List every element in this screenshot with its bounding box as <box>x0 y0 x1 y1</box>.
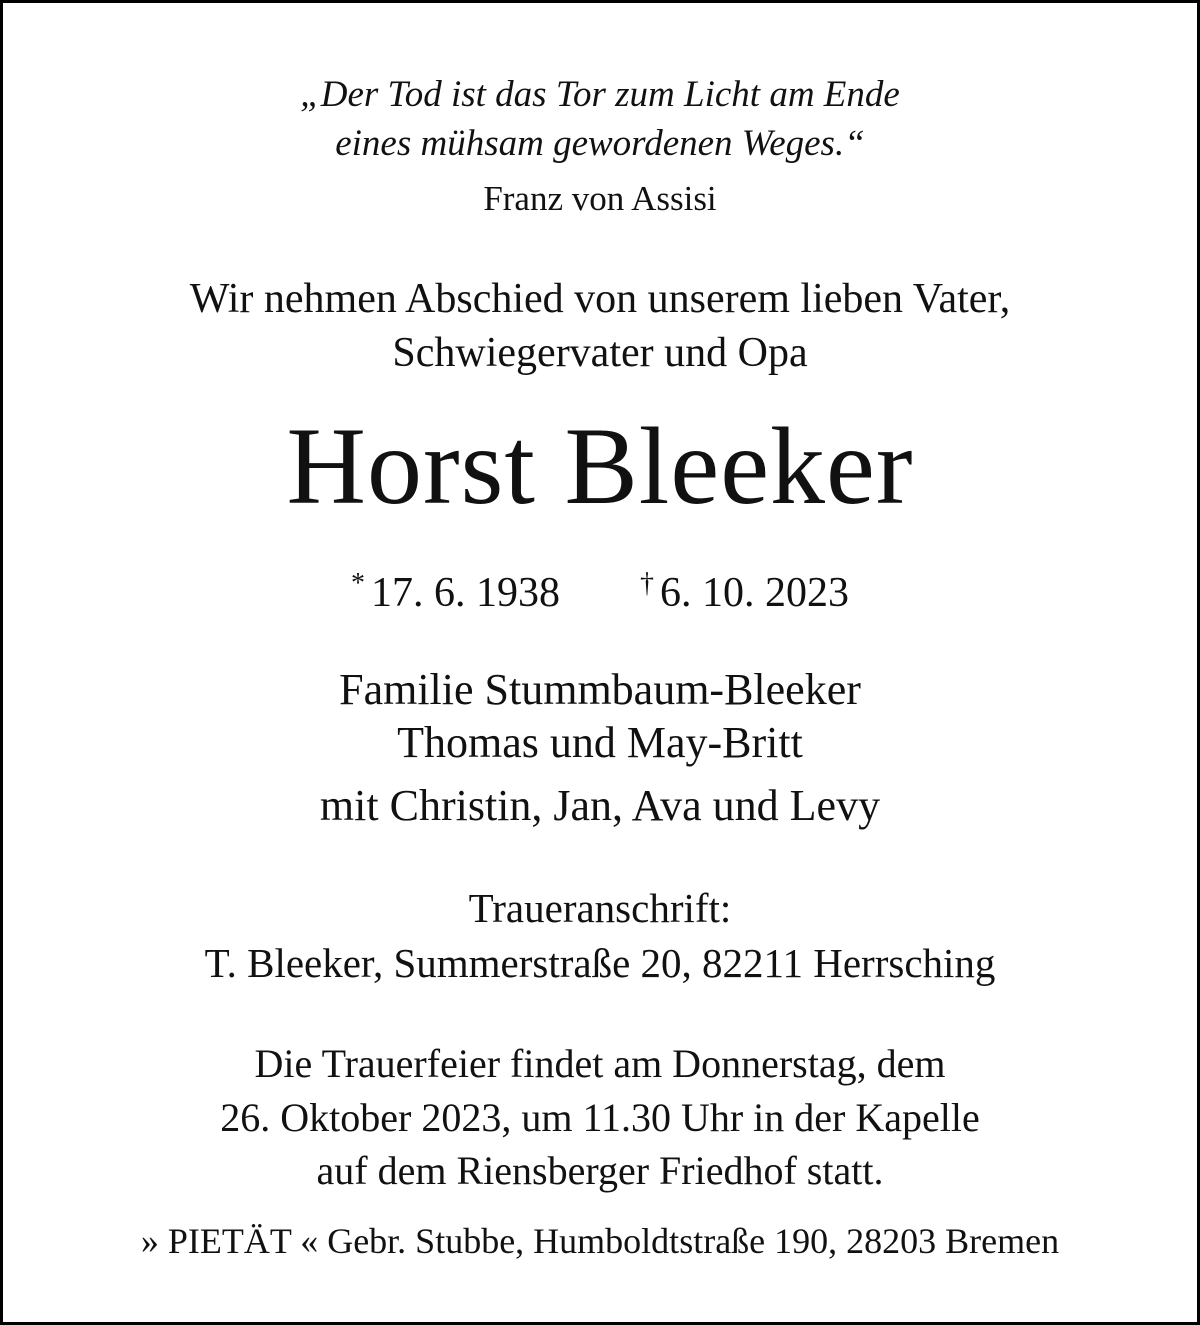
funeral-home-footer: » PIETÄT « Gebr. Stubbe, Humboldtstraße 190, 28203 Bremen <box>140 1221 1060 1261</box>
family-line-3: mit Christin, Jan, Ava und Levy <box>319 781 881 830</box>
address-label: Traueranschrift: <box>468 885 732 931</box>
birth-date: 17. 6. 1938 <box>371 570 560 616</box>
quote-line-2: eines mühsam gewordenen Weges.“ <box>335 123 865 164</box>
family-line-2: Thomas und May-Britt <box>397 718 803 767</box>
quote-author: Franz von Assisi <box>483 179 717 218</box>
service-line-3: auf dem Riensberger Friedhof statt. <box>316 1148 884 1193</box>
deceased-name: Horst Bleeker <box>286 405 914 527</box>
death-symbol: † <box>640 568 654 599</box>
life-dates <box>3 557 1197 620</box>
address-value: T. Bleeker, Summerstraße 20, 82211 Herrsching <box>204 940 996 986</box>
service-line-1: Die Trauerfeier findet am Donnerstag, dem <box>254 1041 946 1086</box>
birth-symbol: * <box>351 568 365 599</box>
intro-line-1: Wir nehmen Abschied von unserem lieben Vater, <box>189 276 1011 322</box>
family-line-1: Familie Stummbaum-Bleeker <box>339 665 861 714</box>
quote-line-1: „Der Tod ist das Tor zum Licht am Ende <box>300 74 900 115</box>
intro-line-2: Schwiegervater und Opa <box>392 330 808 376</box>
service-line-2: 26. Oktober 2023, um 11.30 Uhr in der Kapelle <box>220 1095 980 1140</box>
death-date: 6. 10. 2023 <box>660 570 849 616</box>
